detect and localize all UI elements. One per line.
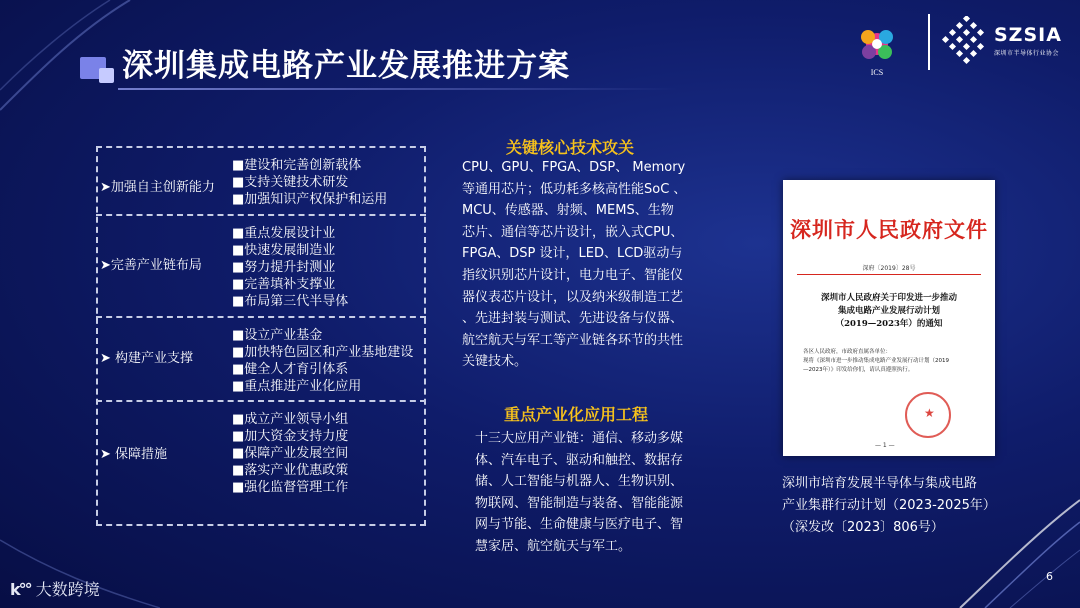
measures-divider-1 [96, 214, 426, 216]
tech-paragraph [462, 157, 686, 373]
application-heading: 重点产业化应用工程 [504, 405, 649, 424]
list-item: ■重点推进产业化应用 [232, 379, 362, 394]
caption-line: （深发改〔2023〕806号） [782, 520, 944, 535]
paragraph-line: 十三大应用产业链：通信、移动多媒 [475, 431, 684, 446]
logo-divider [928, 14, 930, 70]
group-items-industry-chain [232, 225, 348, 310]
measures-divider-2 [96, 316, 426, 318]
group-items-innovation [232, 157, 387, 208]
group-label-safeguards: ➤ 保障措施 [100, 447, 168, 462]
list-item: ■成立产业领导小组 [232, 412, 349, 427]
paragraph-line: FPGA、DSP 设计，LED、LCD驱动与 [462, 246, 683, 262]
document-number: 深府〔2019〕28号 [862, 265, 916, 272]
document-body [803, 348, 979, 375]
list-item: ■强化监督管理工作 [232, 480, 349, 495]
list-item: ■设立产业基金 [232, 328, 323, 343]
paragraph-line: CPU、GPU、FPGA、DSP、 Memory [462, 160, 686, 175]
paragraph-line: 储、人工智能与机器人、生物识别、 [475, 474, 684, 490]
measures-divider-3 [96, 400, 426, 402]
paragraph-line: 物联网、智能制造与装备、智能能源 [475, 495, 684, 511]
list-item: ■健全人才育引体系 [232, 362, 349, 377]
group-label-industry-chain: ➤完善产业链布局 [100, 258, 202, 273]
paragraph-line: 体、汽车电子、驱动和触控、数据存 [475, 452, 684, 468]
paragraph-line: 、先进封装与测试、先进设备与仪器、 [462, 311, 684, 327]
list-item: ■保障产业发展空间 [232, 446, 349, 461]
decorative-swoosh-left [0, 0, 140, 140]
document-heading-line: 深圳市人民政府关于印发进一步推动 [820, 293, 957, 303]
list-item: ■快速发展制造业 [232, 243, 336, 258]
caption-line: 深圳市培育发展半导体与集成电路 [782, 476, 978, 491]
paragraph-line: MCU、传感器、射频、MEMS、生物 [462, 203, 674, 219]
brand-mark-icon: k°° [10, 580, 31, 599]
document-heading [797, 292, 981, 331]
list-item: ■重点发展设计业 [232, 226, 336, 241]
document-body-line: —2023年）》印发给你们，请认真遵照执行。 [803, 367, 914, 373]
list-item: ■加快特色园区和产业基地建设 [232, 345, 414, 360]
group-label-innovation: ➤加强自主创新能力 [100, 180, 215, 195]
list-item: ■努力提升封测业 [232, 260, 336, 275]
ics-logo-text: ICS [870, 68, 884, 77]
document-body-line: 现将《深圳市进一步推动集成电路产业发展行动计划（2019 [803, 358, 949, 364]
paragraph-line: 指纹识别芯片设计，电力电子、智能仪 [462, 267, 684, 283]
title-decoration-small-square [99, 68, 114, 83]
list-item: ■建设和完善创新载体 [232, 158, 362, 173]
document-page-number: — 1 — [875, 442, 895, 449]
title-underline [118, 88, 678, 90]
paragraph-line: 关键技术。 [462, 354, 528, 370]
page-title: 深圳集成电路产业发展推进方案 [122, 48, 570, 84]
footer-brand-logo [10, 577, 100, 600]
list-item: ■加强知识产权保护和运用 [232, 192, 388, 207]
government-document-image [783, 180, 995, 456]
szsia-logo-name: SZSIA [994, 24, 1062, 46]
seal-star-icon: ★ [924, 406, 935, 420]
paragraph-line: 网与节能、生命健康与医疗电子、智 [475, 517, 684, 533]
document-header: 深圳市人民政府文件 [790, 217, 988, 242]
tech-heading: 关键核心技术攻关 [506, 138, 635, 157]
group-label-support: ➤ 构建产业支撑 [100, 351, 194, 366]
group-items-support [232, 327, 413, 395]
paragraph-line: 等通用芯片；低功耗多核高性能SoC 、 [462, 181, 687, 197]
document-heading-line: （2019—2023年）的通知 [835, 319, 943, 329]
document-caption [782, 473, 996, 539]
list-item: ■支持关键技术研发 [232, 175, 349, 190]
footer-brand-name: 大数跨境 [35, 580, 100, 599]
page-number: 6 [1046, 570, 1053, 583]
document-red-line [797, 274, 981, 275]
group-items-safeguards [232, 411, 348, 496]
document-body-line: 各区人民政府，市政府直属各单位： [803, 349, 892, 355]
list-item: ■布局第三代半导体 [232, 294, 349, 309]
list-item: ■加大资金支持力度 [232, 429, 349, 444]
document-heading-line: 集成电路产业发展行动计划 [837, 306, 940, 316]
list-item: ■落实产业优惠政策 [232, 463, 349, 478]
paragraph-line: 芯片、通信等芯片设计，嵌入式CPU、 [462, 224, 684, 240]
paragraph-line: 慧家居、航空航天与军工。 [475, 538, 632, 554]
caption-line: 产业集群行动计划（2023-2025年） [782, 498, 996, 513]
paragraph-line: 航空航天与军工等产业链各环节的共性 [462, 332, 684, 348]
application-paragraph [475, 428, 683, 558]
szsia-logo-subtitle: 深圳市半导体行业协会 [994, 50, 1060, 57]
list-item: ■完善填补支撑业 [232, 277, 336, 292]
paragraph-line: 器仪表芯片设计，以及纳米级制造工艺 [462, 289, 684, 305]
ics-logo [838, 12, 916, 80]
